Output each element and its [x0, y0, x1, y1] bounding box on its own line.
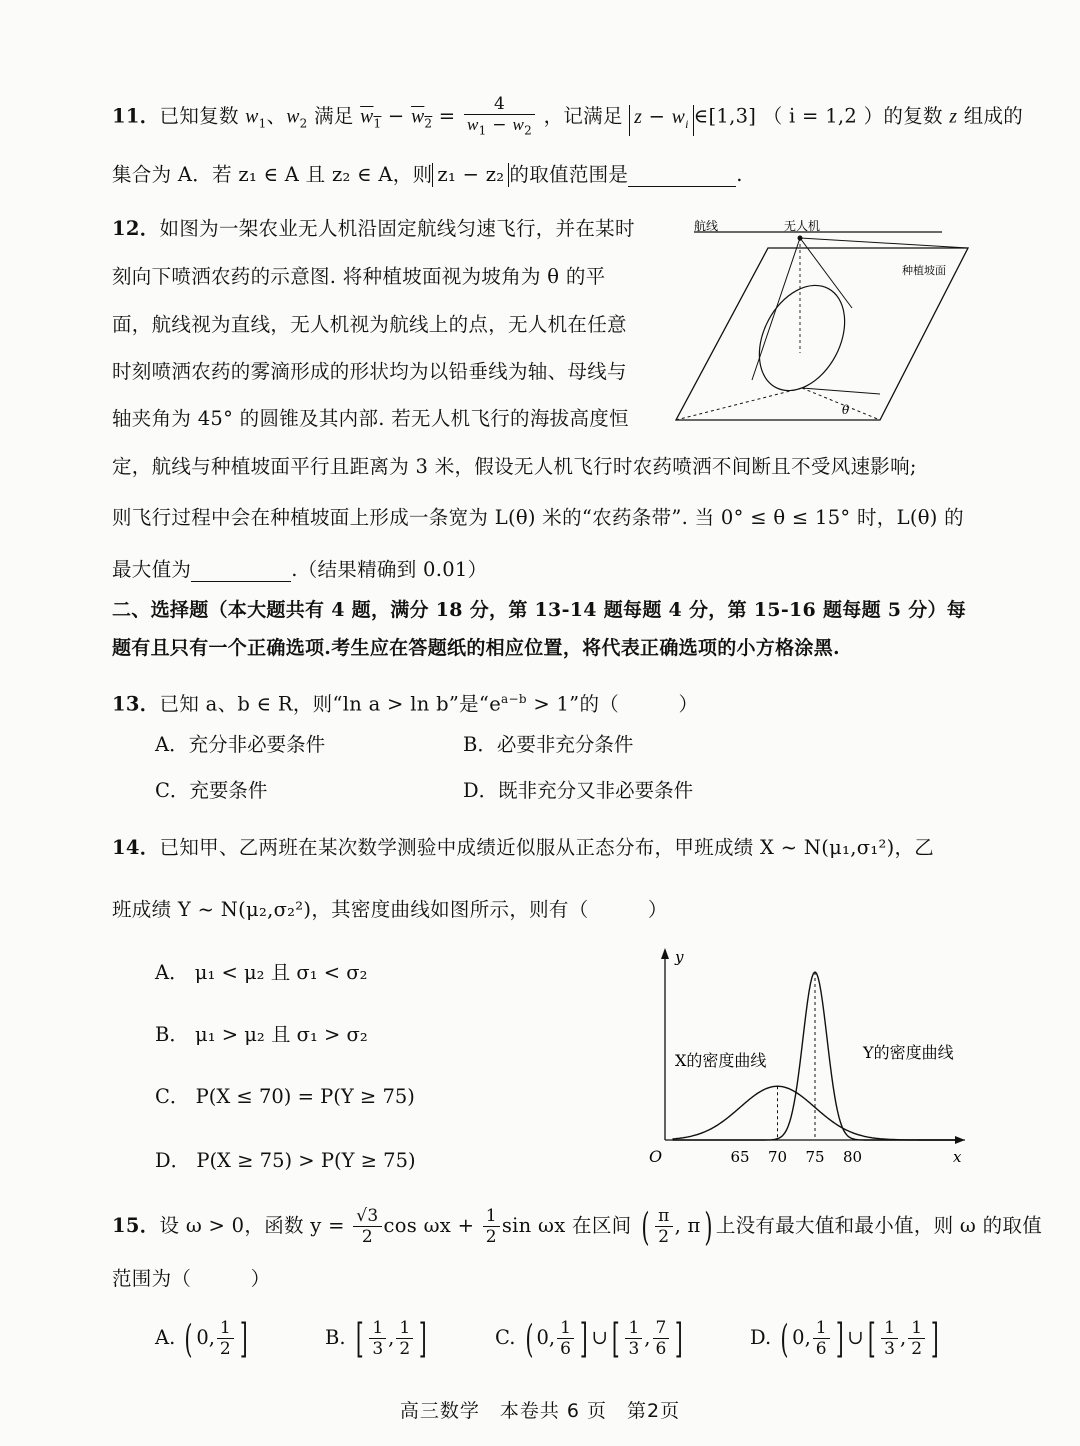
q12-text-6: 定，航线与种植坡面平行且距离为 3 米，假设无人机飞行时农药喷洒不间断且不受风速影响; — [112, 455, 917, 478]
q15-option-a-label: A. — [155, 1326, 176, 1349]
x-tick-label: 65 — [730, 1148, 750, 1166]
q12-line8 — [112, 555, 487, 585]
q15-two-a: 2 — [361, 1227, 373, 1247]
y-axis-arrow — [661, 948, 669, 959]
q13-stem-a: 已知 a、b ∈ R，则“ln a > ln b”是“e — [159, 692, 502, 716]
q12-text-5: 轴夹角为 45° 的圆锥及其内部. 若无人机飞行的海拔高度恒 — [112, 407, 629, 430]
q14-option-a[interactable]: A． μ₁ < μ₂ 且 σ₁ < σ₂ — [155, 961, 368, 984]
q15-option-b-label: B. — [325, 1326, 346, 1349]
x-tick-label: 75 — [805, 1148, 825, 1166]
plane-top-edge — [800, 238, 968, 248]
x-tick-label: 70 — [767, 1148, 788, 1166]
q14-option-c[interactable]: C． P(X ≤ 70) = P(Y ≥ 75) — [155, 1085, 415, 1108]
q11-interval: ∈[1,3] — [693, 104, 757, 128]
q12-line6 — [112, 452, 917, 482]
route-label: 航线 — [694, 219, 719, 233]
x-tick-label: 80 — [842, 1148, 863, 1166]
density-curve-x — [673, 1086, 957, 1140]
slope-label: 种植坡面 — [902, 264, 946, 277]
q11-line2-text: 集合为 A．若 z₁ ∈ A 且 z₂ ∈ A，则 — [112, 163, 433, 186]
q12-line1 — [112, 214, 635, 244]
theta-label: θ — [842, 403, 850, 417]
q12-text-8b: .（结果精确到 0.01） — [291, 558, 488, 581]
x-axis-label: x — [953, 1148, 962, 1166]
q15-sqrt3: √3 — [353, 1206, 381, 1227]
page-footer: 高三数学 本卷共 6 页 第2页 — [399, 1400, 681, 1422]
q15-option-c-label: C. — [495, 1326, 516, 1349]
q15-text-a: 设 ω > 0，函数 y = — [159, 1214, 345, 1237]
q15-option-d[interactable]: D. ( 0, $\frac{1}{6}$ ] ∪[ $\frac{1}{3}$ , $\frac{1}{2}$ ] — [750, 1315, 939, 1362]
y-axis-label: y — [675, 948, 684, 966]
q12-text-7: 则飞行过程中会在种植坡面上形成一条宽为 L(θ) 米的“农药条带”. 当 0° ≤ θ ≤ 15° 时，L(θ) 的 — [112, 506, 964, 529]
q12-text-4: 时刻喷洒农药的雾滴形成的形状均为以铅垂线为轴、母线与 — [112, 360, 627, 383]
q12-line7 — [112, 503, 964, 533]
q15-pi-end: , π — [674, 1214, 701, 1237]
q15-option-b[interactable]: B. [ $\frac{1}{3}$ , $\frac{1}{2}$ ] — [325, 1315, 427, 1362]
q11-number: 11． — [112, 104, 160, 128]
base-dashed-line — [676, 388, 802, 420]
q11-text-a: 已知复数 — [159, 104, 239, 128]
q11-text-c: ，记满足 — [543, 104, 623, 128]
q15-pi: π — [655, 1206, 672, 1227]
spray-ellipse — [742, 271, 862, 406]
q11-z: z — [949, 106, 958, 128]
q11-text-b: 满足 — [314, 104, 354, 128]
q12-number: 12． — [112, 217, 160, 240]
legend-x-curve: X的密度曲线 — [675, 1051, 767, 1070]
q14-number: 14． — [112, 836, 160, 859]
q12-text-1: 如图为一架农业无人机沿固定航线匀速飞行，并在某时 — [159, 217, 635, 240]
q13-option-a[interactable]: A．充分非必要条件 — [155, 733, 326, 756]
q11-line2 — [112, 160, 743, 190]
q15-one: 1 — [483, 1206, 500, 1227]
q14-option-d[interactable]: D． P(X ≥ 75) > P(Y ≥ 75) — [155, 1149, 416, 1172]
q15-frac-half — [483, 1206, 500, 1247]
q15-text-b: 上没有最大值和最小值，则 ω 的取值 — [715, 1214, 1043, 1237]
q12-text-3: 面，航线视为直线，无人机视为航线上的点，无人机在任意 — [112, 313, 627, 336]
q12-line2 — [112, 262, 605, 292]
q11-text-e: 的取值范围是 — [509, 163, 629, 186]
density-chart — [645, 940, 975, 1170]
q12-text-8a: 最大值为 — [112, 558, 192, 581]
q15-option-c[interactable]: C. ( 0, $\frac{1}{6}$ ] ∪[ $\frac{1}{3}$ , $\frac{7}{6}$ ] — [495, 1315, 684, 1362]
q13-exponent: a−b — [501, 692, 527, 706]
q13-option-c[interactable]: C．充要条件 — [155, 779, 268, 802]
q15-option-d-label: D. — [750, 1326, 772, 1349]
q15-sin: sin ωx 在区间 — [501, 1214, 632, 1237]
drone-label: 无人机 — [784, 219, 821, 233]
q12-answer-blank[interactable] — [191, 561, 291, 582]
q15-two-c: 2 — [658, 1227, 670, 1247]
legend-y-curve: Y的密度曲线 — [863, 1043, 954, 1062]
q11-sep: 、 — [266, 104, 287, 128]
q13-stem — [112, 684, 698, 720]
q11-period: . — [736, 163, 743, 186]
q11-answer-blank[interactable] — [628, 166, 736, 187]
q15-line2: 范围为（ ） — [112, 1267, 271, 1290]
origin-label: O — [649, 1147, 663, 1166]
q15-two-b: 2 — [485, 1227, 497, 1247]
q14-option-b[interactable]: B． μ₁ > μ₂ 且 σ₁ > σ₂ — [155, 1023, 368, 1046]
q11-abs-z-w: $z - w_i$ — [629, 105, 693, 136]
q15-number: 15． — [112, 1214, 160, 1237]
x-axis-arrow — [955, 1136, 965, 1144]
q11-text-d: 组成的 — [963, 104, 1024, 128]
q15-line1: 15．设 ω > 0，函数 y = $\frac{√3}{2}$ cos ωx + $\frac{1}{2}$ sin ωx 在区间 ( $\frac{\pi}{2}$ , π) 上没有最大值和最小值，则 ω 的取值 — [112, 1204, 1043, 1249]
q15-frac-pi2 — [655, 1206, 672, 1247]
q15-option-a[interactable]: A. ( 0, $\frac{1}{2}$ ] — [155, 1315, 248, 1362]
section2-heading-line1: 二、选择题（本大题共有 4 题，满分 18 分，第 13-14 题每题 4 分，第 15-16 题每题 5 分）每 — [112, 599, 967, 621]
q11-line1: 11．已知复数 $w_1$、$w_2$ 满足 $\overline{w}_1 - \overline{w}_2$ = $\frac{4}{w_1 - w_2}$ ，记满足 $z - w_i$ ∈[1,3] （ i = 1,2 ）的复数 z 组成的 — [112, 94, 1023, 140]
q12-line4 — [112, 357, 627, 387]
q13-option-b[interactable]: B．必要非充分条件 — [463, 733, 634, 756]
drone-figure — [672, 218, 972, 428]
q13-stem-b: > 1”的（ ） — [526, 692, 699, 716]
section2-heading-line2: 题有且只有一个正确选项.考生应在答题纸的相应位置，将代表正确选项的小方格涂黑. — [112, 637, 840, 659]
q15-frac-sqrt3 — [353, 1206, 381, 1247]
q12-line3 — [112, 310, 627, 340]
q12-text-2: 刻向下喷洒农药的示意图. 将种植坡面视为坡角为 θ 的平 — [112, 265, 606, 288]
q14-line1 — [112, 833, 934, 863]
q15-cos: cos ωx + — [383, 1214, 475, 1237]
q14-line2: 班成绩 Y ~ N(μ₂,σ₂²)，其密度曲线如图所示，则有（ ） — [112, 898, 668, 921]
q11-fraction: $\frac{4}{w_1 - w_2}$ — [464, 94, 535, 140]
q11-cond: （ i = 1,2 ）的复数 — [762, 104, 943, 128]
q11-abs-z1-z2: z₁ − z₂ — [432, 163, 509, 187]
q14-text-1: 已知甲、乙两班在某次数学测验中成绩近似服从正态分布，甲班成绩 X ~ N(μ₁,σ₁²)，乙 — [159, 836, 935, 859]
q13-option-d[interactable]: D．既非充分又非必要条件 — [463, 779, 694, 802]
q13-number: 13． — [112, 692, 160, 716]
q12-line5 — [112, 404, 629, 434]
